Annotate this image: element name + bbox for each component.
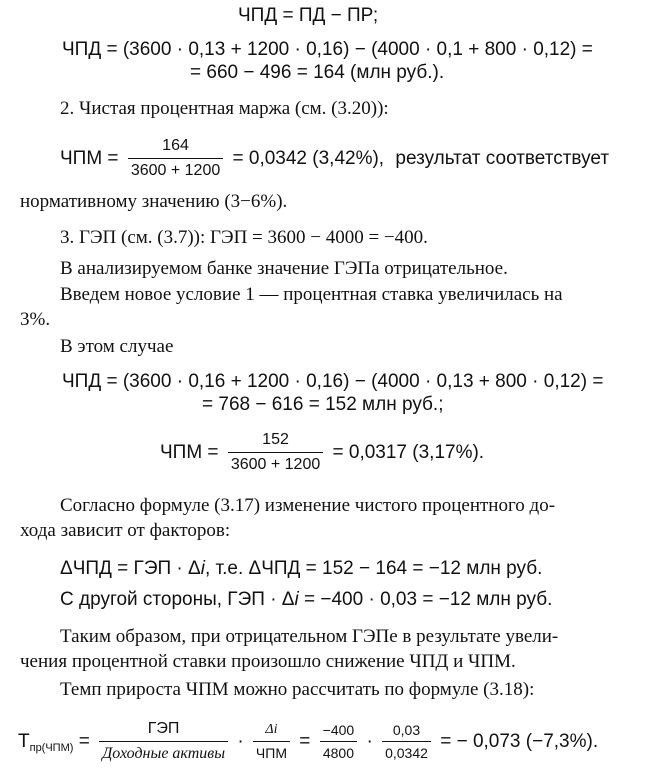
- nim-lhs: ЧПМ =: [60, 148, 119, 169]
- formula-net-interest-margin-2: [160, 428, 484, 478]
- growth-f3-numerator: −400: [320, 721, 358, 742]
- growth-rate-symbol: [18, 731, 73, 752]
- text-new-condition: Введем новое условие 1 — процентная ставка увеличилась на: [60, 284, 563, 305]
- formula-net-interest-income-result: = 660 − 496 = 164 (млн руб.).: [190, 62, 445, 83]
- growth-dot-2: ·: [366, 731, 373, 752]
- growth-dot-1: ·: [237, 731, 244, 752]
- formula-net-interest-income-calc-2: ЧПД = (3600 · 0,16 + 1200 · 0,16) − (4000 · 0,13 + 800 · 0,12) =: [62, 371, 604, 392]
- formula-other-side: [60, 588, 552, 612]
- text-conclusion: Таким образом, при отрицательном ГЭПе в результате увели-: [60, 626, 559, 647]
- growth-rate-equals: =: [78, 731, 90, 752]
- growth-f3-denominator: 4800: [322, 745, 354, 762]
- other-side-var-i: i: [294, 589, 299, 610]
- formula-net-interest-income-definition: ЧПД = ПД − ПР;: [238, 5, 379, 26]
- formula-net-interest-income-result-2: = 768 − 616 = 152 млн руб.;: [202, 394, 444, 415]
- formula-growth-rate: [18, 715, 598, 769]
- nim2-denominator: 3600 + 1200: [230, 456, 321, 474]
- text-in-this-case: В этом случае: [60, 336, 174, 357]
- nim2-numerator: 152: [228, 430, 323, 453]
- nim-rhs: = 0,0342 (3,42%),: [232, 148, 385, 169]
- text-gap-negative: В анализируемом банке значение ГЭПа отрицательное.: [60, 258, 508, 279]
- growth-fraction-values-2: [382, 721, 431, 762]
- section-heading-net-interest-margin: 2. Чистая процентная маржа (см. (3.20)):: [60, 98, 389, 119]
- delta-nii-part-a: ΔЧПД = ГЭП · Δ: [60, 558, 201, 579]
- text-according-formula: Согласно формуле (3.17) изменение чистого процентного до-: [60, 495, 556, 516]
- growth-f1-denominator: Доходные активы: [102, 745, 226, 763]
- growth-fraction-values-1: [320, 721, 358, 762]
- growth-f1-numerator: ГЭП: [99, 719, 228, 742]
- nim-comment: результат соответствует: [395, 148, 610, 169]
- nim2-rhs: = 0,0317 (3,17%).: [332, 442, 485, 463]
- nim-denominator: 3600 + 1200: [130, 162, 221, 180]
- growth-f4-numerator: 0,03: [382, 721, 431, 742]
- growth-equals-2: =: [299, 731, 311, 752]
- growth-fraction-di-nim: [253, 721, 290, 762]
- text-according-formula-cont: хода зависит от факторов:: [20, 520, 231, 541]
- growth-rate-T: T: [18, 731, 30, 752]
- other-side-part-b: = −400 · 0,03 = −12 млн руб.: [298, 589, 553, 610]
- nim2-lhs: ЧПМ =: [160, 442, 219, 463]
- delta-nii-part-b: , т.е. ΔЧПД = 152 − 164 = −12 млн руб.: [204, 558, 543, 579]
- growth-rate-result: = − 0,073 (−7,3%).: [440, 731, 599, 752]
- nim2-fraction: [228, 430, 323, 475]
- formula-net-interest-income-calc: ЧПД = (3600 · 0,13 + 1200 · 0,16) − (4000 · 0,1 + 800 · 0,12) =: [62, 39, 593, 60]
- growth-f2-numerator: Δi: [253, 721, 290, 742]
- growth-fraction-gap-assets: [99, 719, 228, 764]
- growth-f2-denominator: ЧПМ: [255, 745, 287, 762]
- growth-rate-subscript: пр(ЧПМ): [29, 742, 74, 754]
- other-side-part-a: С другой стороны, ГЭП · Δ: [60, 589, 295, 610]
- text-conclusion-cont: чения процентной ставки произошло снижение ЧПД и ЧПМ.: [20, 651, 516, 672]
- text-growth-rate: Темп прироста ЧПМ можно рассчитать по формуле (3.18):: [60, 679, 535, 700]
- formula-delta-nii: [60, 557, 542, 581]
- growth-f4-denominator: 0,0342: [385, 745, 428, 762]
- section-gap: 3. ГЭП (см. (3.7)): ГЭП = 3600 − 4000 = −400.: [60, 227, 428, 248]
- nim-numerator: 164: [128, 136, 223, 159]
- text-new-condition-cont: 3%.: [20, 309, 51, 330]
- delta-nii-var-i: i: [200, 558, 205, 579]
- nim-fraction: [128, 136, 223, 181]
- text-normative-value: нормативному значению (3−6%).: [20, 191, 288, 212]
- formula-net-interest-margin: [60, 134, 609, 184]
